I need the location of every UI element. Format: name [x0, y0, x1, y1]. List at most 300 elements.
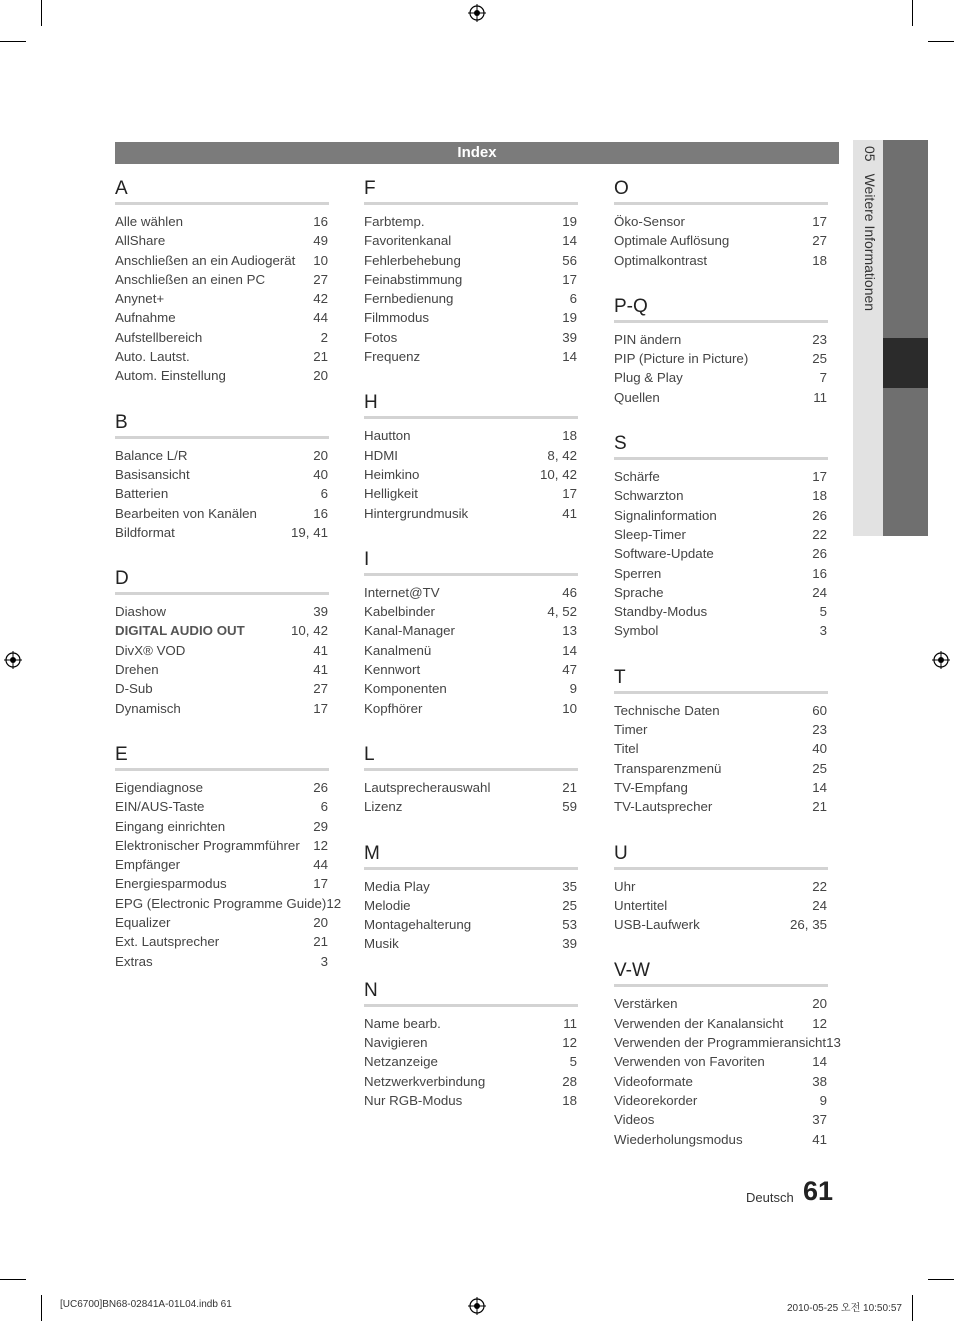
index-term: Schärfe: [614, 469, 660, 485]
index-entry: [115, 523, 329, 542]
index-term: Kabelbinder: [364, 604, 435, 620]
index-term: Auto. Lautst.: [115, 349, 190, 365]
index-entry: [614, 506, 828, 525]
index-term: Drehen: [115, 662, 159, 678]
index-entry: [115, 913, 329, 932]
index-term: Uhr: [614, 878, 636, 894]
index-entry: [614, 467, 828, 486]
index-entry: [364, 660, 578, 679]
index-entry: [364, 934, 578, 953]
index-entry: [364, 1033, 578, 1052]
index-page-ref: 14: [562, 233, 577, 249]
index-term: Verwenden der Programmieransicht: [614, 1035, 827, 1051]
index-term: Eingang einrichten: [115, 818, 226, 834]
index-page-ref: 18: [562, 428, 577, 444]
index-entry: [614, 544, 828, 563]
page-title: Index: [115, 142, 839, 164]
index-entry: [614, 486, 828, 505]
index-page-ref: 49: [313, 233, 328, 249]
index-term: Dynamisch: [115, 700, 181, 716]
index-term: PIN ändern: [614, 331, 682, 347]
index-page-ref: 5: [819, 604, 827, 620]
index-page-ref: 24: [812, 897, 827, 913]
crop-mark: [928, 41, 954, 42]
index-term: Kennwort: [364, 662, 421, 678]
index-entry: [115, 797, 329, 816]
index-page-ref: 40: [313, 466, 328, 482]
index-entry: [614, 349, 828, 368]
index-page-ref: 6: [320, 799, 328, 815]
index-entry: [614, 525, 828, 544]
index-term: Optimalkontrast: [614, 252, 708, 268]
index-term: Musik: [364, 936, 399, 952]
index-term: Name bearb.: [364, 1015, 441, 1031]
chapter-tab-active-block: [883, 338, 928, 388]
section-letter: P-Q: [614, 296, 828, 323]
index-entry: [364, 877, 578, 896]
index-term: Melodie: [364, 897, 411, 913]
index-term: DIGITAL AUDIO OUT: [115, 623, 245, 639]
index-term: HDMI: [364, 447, 398, 463]
index-entry: [364, 308, 578, 327]
index-entry: [115, 621, 329, 640]
index-term: Autom. Einstellung: [115, 368, 226, 384]
index-page-ref: 25: [812, 760, 827, 776]
index-term: Empfänger: [115, 857, 181, 873]
index-page-ref: 12: [326, 895, 342, 911]
index-term: Videoformate: [614, 1073, 693, 1089]
index-term: Anschließen an einen PC: [115, 271, 266, 287]
index-entry: [614, 1014, 828, 1033]
section-letter: L: [364, 744, 578, 771]
index-term: Hautton: [364, 428, 411, 444]
index-term: Aufnahme: [115, 310, 176, 326]
index-entry: [364, 426, 578, 445]
index-term: Energiesparmodus: [115, 876, 227, 892]
index-entry: [614, 368, 828, 387]
index-entry: [115, 778, 329, 797]
index-entry: [115, 366, 329, 385]
index-page-ref: 12: [812, 1015, 827, 1031]
index-term: Batterien: [115, 486, 169, 502]
index-page-ref: 21: [313, 349, 328, 365]
index-term: Elektronischer Programmführer: [115, 837, 300, 853]
index-page-ref: 13: [562, 623, 577, 639]
index-term: Heimkino: [364, 466, 420, 482]
index-entry: [115, 894, 342, 913]
index-entry: [364, 1091, 578, 1110]
index-entry: [115, 602, 329, 621]
index-entry: [614, 564, 828, 583]
index-page-ref: 28: [562, 1073, 577, 1089]
section-letter: B: [115, 412, 329, 439]
index-entry: [364, 621, 578, 640]
index-entry: [115, 212, 329, 231]
index-entry: [614, 896, 828, 915]
chapter-label: [858, 146, 878, 346]
index-entry: [364, 679, 578, 698]
index-page-ref: 47: [562, 662, 577, 678]
index-page-ref: 18: [812, 488, 827, 504]
index-entry: [614, 1110, 828, 1129]
index-entry: [614, 583, 828, 602]
index-section: [364, 392, 578, 522]
index-term: TV-Empfang: [614, 779, 688, 795]
index-page-ref: 27: [313, 681, 328, 697]
section-letter: I: [364, 549, 578, 576]
index-entry: [614, 1033, 841, 1052]
registration-mark-icon: [932, 651, 950, 669]
index-term: Optimale Auflösung: [614, 233, 730, 249]
section-letter: V-W: [614, 960, 828, 987]
index-entry: [364, 1014, 578, 1033]
index-page-ref: 14: [562, 642, 577, 658]
index-entry: [115, 952, 329, 971]
index-page-ref: 21: [812, 799, 827, 815]
index-entry: [115, 231, 329, 250]
index-page-ref: 12: [562, 1035, 577, 1051]
index-term: EIN/AUS-Taste: [115, 799, 205, 815]
index-page-ref: 11: [813, 389, 827, 405]
index-page-ref: 10: [313, 252, 328, 268]
index-term: EPG (Electronic Programme Guide): [115, 895, 327, 911]
index-page-ref: 24: [812, 584, 827, 600]
index-term: Signalinformation: [614, 507, 717, 523]
index-term: Sperren: [614, 565, 662, 581]
index-term: Anschließen an ein Audiogerät: [115, 252, 296, 268]
index-entry: [115, 932, 329, 951]
index-term: Verwenden von Favoriten: [614, 1054, 765, 1070]
index-section: [364, 980, 578, 1110]
index-term: D-Sub: [115, 681, 153, 697]
index-page-ref: 14: [812, 1054, 827, 1070]
index-page-ref: 18: [562, 1092, 577, 1108]
index-entry: [614, 602, 828, 621]
index-page-ref: 25: [562, 897, 577, 913]
index-section: [614, 296, 828, 407]
index-page-ref: 35: [562, 878, 577, 894]
index-term: Timer: [614, 722, 648, 738]
index-term: Netzwerkverbindung: [364, 1073, 486, 1089]
index-page-ref: 19: [562, 214, 577, 229]
index-term: Favoritenkanal: [364, 233, 452, 249]
index-page-ref: 19: [562, 310, 577, 326]
index-page-ref: 37: [812, 1112, 827, 1128]
chapter-title: Weitere Informationen: [862, 173, 878, 312]
index-term: Standby-Modus: [614, 604, 708, 620]
index-page-ref: 3: [819, 623, 827, 639]
index-term: Fotos: [364, 329, 398, 345]
index-term: Bildformat: [115, 524, 175, 540]
index-entry: [614, 231, 828, 250]
index-entry: [115, 836, 329, 855]
index-term: Netzanzeige: [364, 1054, 438, 1070]
index-term: Verwenden der Kanalansicht: [614, 1015, 784, 1031]
index-entry: [614, 915, 828, 934]
index-page-ref: 17: [812, 469, 827, 485]
index-page-ref: 26: [313, 779, 328, 795]
index-page-ref: 17: [313, 700, 328, 716]
index-page-ref: 13: [826, 1035, 841, 1051]
index-entry: [115, 308, 329, 327]
index-section: [614, 960, 841, 1148]
index-entry: [614, 797, 828, 816]
index-entry: [364, 465, 578, 484]
index-entry: [115, 465, 329, 484]
index-page-ref: 41: [812, 1131, 827, 1147]
index-term: Sleep-Timer: [614, 526, 686, 542]
crop-mark: [912, 1295, 913, 1321]
index-page-ref: 60: [812, 702, 827, 718]
index-term: Software-Update: [614, 546, 714, 562]
index-section: [115, 412, 329, 542]
index-entry: [614, 212, 828, 231]
print-slug-right: 2010-05-25 오전 10:50:57: [787, 1303, 902, 1314]
index-term: USB-Laufwerk: [614, 917, 700, 933]
index-entry: [364, 289, 578, 308]
index-entry: [364, 1072, 578, 1091]
index-term: PIP (Picture in Picture): [614, 351, 749, 367]
index-section: [364, 549, 578, 718]
index-term: Lizenz: [364, 799, 403, 815]
index-term: Technische Daten: [614, 702, 720, 718]
index-entry: [364, 347, 578, 366]
index-entry: [115, 289, 329, 308]
index-entry: [364, 699, 578, 718]
index-entry: [115, 504, 329, 523]
index-page-ref: 18: [812, 252, 827, 268]
index-page-ref: 56: [562, 252, 577, 268]
index-page-ref: 39: [313, 604, 328, 620]
index-page-ref: 3: [320, 953, 328, 969]
section-letter: M: [364, 843, 578, 870]
index-section: [364, 178, 578, 366]
registration-mark-icon: [4, 651, 22, 669]
index-term: AllShare: [115, 233, 166, 249]
section-letter: S: [614, 433, 828, 460]
page-number: 61: [803, 1176, 834, 1206]
index-entry: [614, 877, 828, 896]
index-page-ref: 20: [313, 368, 328, 384]
index-page-ref: 16: [313, 214, 328, 229]
index-page-ref: 6: [569, 291, 577, 307]
index-term: Untertitel: [614, 897, 668, 913]
index-term: Filmmodus: [364, 310, 430, 326]
index-entry: [115, 446, 329, 465]
index-entry: [115, 660, 329, 679]
index-page-ref: 12: [313, 837, 328, 853]
index-entry: [614, 739, 828, 758]
index-entry: [115, 874, 329, 893]
index-page-ref: 42: [313, 291, 328, 307]
index-page-ref: 39: [562, 936, 577, 952]
index-page-ref: 53: [562, 917, 577, 933]
crop-mark: [912, 0, 913, 26]
crop-mark: [0, 1279, 26, 1280]
index-entry: [614, 1130, 828, 1149]
index-entry: [115, 641, 329, 660]
index-entry: [614, 621, 828, 640]
index-page-ref: 27: [313, 271, 328, 287]
index-page-ref: 26: [812, 507, 827, 523]
index-term: Balance L/R: [115, 447, 188, 463]
index-term: Kanal-Manager: [364, 623, 455, 639]
index-entry: [364, 915, 578, 934]
index-page-ref: 4, 52: [547, 604, 577, 620]
index-term: Basisansicht: [115, 466, 190, 482]
index-term: TV-Lautsprecher: [614, 799, 713, 815]
index-entry: [364, 251, 578, 270]
index-entry: [115, 270, 329, 289]
index-entry: [364, 231, 578, 250]
section-letter: A: [115, 178, 329, 205]
index-entry: [115, 328, 329, 347]
index-page-ref: 10: [562, 700, 577, 716]
crop-mark: [41, 1295, 42, 1321]
index-term: Fernbedienung: [364, 291, 454, 307]
index-page-ref: 41: [313, 642, 328, 658]
index-page-ref: 26, 35: [790, 917, 827, 933]
index-column-2: [364, 178, 578, 1136]
index-term: Alle wählen: [115, 214, 184, 229]
index-page-ref: 59: [562, 799, 577, 815]
section-letter: N: [364, 980, 578, 1007]
index-page-ref: 44: [313, 310, 328, 326]
index-term: Aufstellbereich: [115, 329, 203, 345]
index-term: Farbtemp.: [364, 214, 425, 229]
index-term: Sprache: [614, 584, 664, 600]
index-section: [614, 433, 828, 641]
index-page-ref: 17: [562, 271, 577, 287]
index-section: [614, 843, 828, 935]
index-term: Kanalmenü: [364, 642, 432, 658]
index-entry: [115, 699, 329, 718]
index-term: Wiederholungsmodus: [614, 1131, 743, 1147]
index-entry: [614, 251, 828, 270]
index-section: [115, 743, 342, 971]
index-entry: [364, 583, 578, 602]
index-term: Lautsprecherauswahl: [364, 779, 491, 795]
index-entry: [115, 347, 329, 366]
index-entry: [364, 778, 578, 797]
index-page-ref: 14: [812, 779, 827, 795]
index-entry: [364, 328, 578, 347]
index-term: Extras: [115, 953, 153, 969]
index-page-ref: 20: [313, 447, 328, 463]
index-page-ref: 38: [812, 1073, 827, 1089]
index-term: Internet@TV: [364, 584, 440, 600]
index-term: Öko-Sensor: [614, 214, 685, 229]
chapter-tab-block: [883, 388, 928, 536]
section-letter: T: [614, 667, 828, 694]
index-entry: [614, 778, 828, 797]
index-entry: [614, 759, 828, 778]
index-page-ref: 14: [562, 349, 577, 365]
index-term: Videos: [614, 1112, 655, 1128]
index-page-ref: 10, 42: [540, 466, 577, 482]
index-term: Feinabstimmung: [364, 271, 463, 287]
index-page-ref: 20: [812, 996, 827, 1012]
index-page-ref: 16: [812, 565, 827, 581]
print-slug-left: [UC6700]BN68-02841A-01L04.indb 61: [60, 1299, 232, 1310]
index-entry: [115, 679, 329, 698]
index-page-ref: 9: [819, 1092, 827, 1108]
index-page-ref: 20: [313, 915, 328, 931]
index-entry: [364, 641, 578, 660]
index-entry: [614, 1091, 828, 1110]
index-page-ref: 22: [812, 878, 827, 894]
index-term: Navigieren: [364, 1035, 428, 1051]
section-letter: U: [614, 843, 828, 870]
index-entry: [364, 484, 578, 503]
index-column-3: [614, 178, 841, 1175]
index-entry: [614, 388, 828, 407]
index-section: [115, 178, 329, 386]
index-entry: [614, 330, 828, 349]
index-entry: [614, 1052, 828, 1071]
index-term: Quellen: [614, 389, 660, 405]
index-page-ref: 9: [569, 681, 577, 697]
index-term: Helligkeit: [364, 486, 418, 502]
section-letter: F: [364, 178, 578, 205]
index-page-ref: 25: [812, 351, 827, 367]
index-term: Anynet+: [115, 291, 165, 307]
index-page-ref: 17: [313, 876, 328, 892]
index-entry: [115, 484, 329, 503]
index-section: [614, 667, 828, 817]
index-term: Schwarzton: [614, 488, 684, 504]
index-entry: [364, 270, 578, 289]
index-entry: [614, 720, 828, 739]
index-page-ref: 41: [313, 662, 328, 678]
section-letter: D: [115, 568, 329, 595]
index-section: [364, 744, 578, 817]
chapter-number: 05: [862, 146, 878, 162]
index-page-ref: 5: [569, 1054, 577, 1070]
index-entry: [115, 251, 329, 270]
index-term: Ext. Lautsprecher: [115, 934, 220, 950]
index-page-ref: 46: [562, 584, 577, 600]
index-page-ref: 8, 42: [547, 447, 577, 463]
index-page-ref: 39: [562, 329, 577, 345]
index-entry: [364, 797, 578, 816]
index-page-ref: 27: [812, 233, 827, 249]
index-entry: [364, 896, 578, 915]
index-page-ref: 21: [562, 779, 577, 795]
index-column-1: [115, 178, 342, 997]
index-term: Nur RGB-Modus: [364, 1092, 463, 1108]
index-term: DivX® VOD: [115, 642, 186, 658]
index-page-ref: 16: [313, 505, 328, 521]
index-entry: [364, 1052, 578, 1071]
section-letter: H: [364, 392, 578, 419]
index-term: Diashow: [115, 604, 166, 620]
index-term: Transparenzmenü: [614, 760, 722, 776]
index-page-ref: 23: [812, 331, 827, 347]
index-section: [364, 843, 578, 954]
index-page-ref: 19, 41: [291, 524, 328, 540]
index-entry: [115, 817, 329, 836]
index-term: Verstärken: [614, 996, 678, 1012]
index-page-ref: 26: [812, 546, 827, 562]
index-entry: [614, 1072, 828, 1091]
index-term: Komponenten: [364, 681, 447, 697]
index-page-ref: 22: [812, 526, 827, 542]
index-term: Bearbeiten von Kanälen: [115, 505, 257, 521]
index-entry: [115, 855, 329, 874]
index-entry: [364, 602, 578, 621]
index-entry: [364, 212, 578, 231]
